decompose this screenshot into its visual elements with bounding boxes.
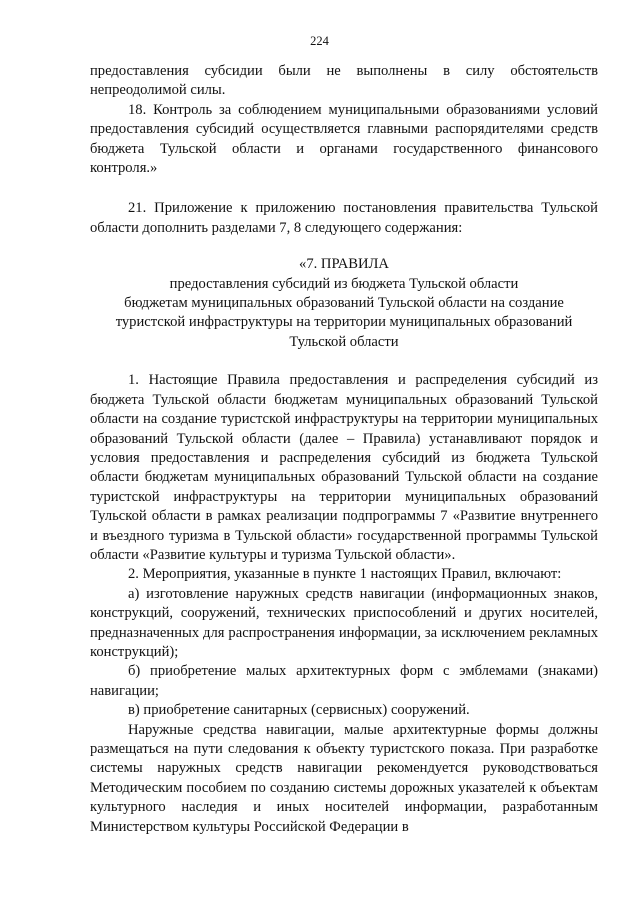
heading-line-1: «7. ПРАВИЛА [299, 256, 389, 273]
rule-2: 2. Мероприятия, указанные в пункте 1 настоящих Правил, включают: [128, 566, 562, 583]
rule-2-item-b: б) приобретение малых архитектурных форм с эмблемами (знаками) навигации; [90, 663, 598, 699]
heading-line-2: предоставления субсидий из бюджета Тульской области [169, 275, 519, 292]
document-body [90, 62, 598, 837]
paragraph-continuation: предоставления субсидии были не выполнены в силу обстоятельств непреодолимой силы. [90, 63, 598, 99]
heading-line-4: туристской инфраструктуры на территории муниципальных образований [115, 314, 573, 331]
rule-2-item-a: а) изготовление наружных средств навигации (информационных знаков, конструкций, сооружений, технических приспособлений и других носителей, предназначенных для распространения информации, за исключением рекламных конструкций); [90, 585, 598, 660]
navigation-paragraph: Наружные средства навигации, малые архитектурные формы должны размещаться на пути следования к объекту туристского показа. При разработке системы наружных средств навигации рекомендуется руководствоваться Методическим пособием по созданию системы дорожных указателей к объектам культурного наследия и иных носителей информации, разработанным Министерством культуры Российской Федерации в [90, 721, 598, 835]
rule-1: 1. Настоящие Правила предоставления и распределения субсидий из бюджета Тульской области бюджетам муниципальных образований Тульской области на создание туристской инфраструктуры на территории муниципальных образований Тульской области (далее – Правила) устанавливают порядок и условия предоставления и распределения субсидий из бюджета Тульской области бюджетам муниципальных образований Тульской области на создание туристской инфраструктуры на территории муниципальных образований Тульской области в рамках реализации подпрограммы 7 «Развитие внутреннего и въездного туризма в Тульской области» государственной программы Тульской области «Развитие культуры и туризма Тульской области». [90, 372, 598, 563]
heading-line-5: Тульской области [289, 333, 399, 350]
paragraph-21: 21. Приложение к приложению постановления правительства Тульской области дополнить разделами 7, 8 следующего содержания: [90, 200, 598, 236]
heading-line-3: бюджетам муниципальных образований Тульской области на создание [124, 295, 564, 312]
page-number: 224 [310, 34, 329, 48]
paragraph-18: 18. Контроль за соблюдением муниципальными образованиями условий предоставления субсидий осуществляется главными распорядителями средств бюджета Тульской области и органами государственного финансового контроля.» [90, 101, 598, 177]
section-heading [90, 255, 598, 352]
rule-2-item-c: в) приобретение санитарных (сервисных) сооружений. [128, 702, 470, 719]
